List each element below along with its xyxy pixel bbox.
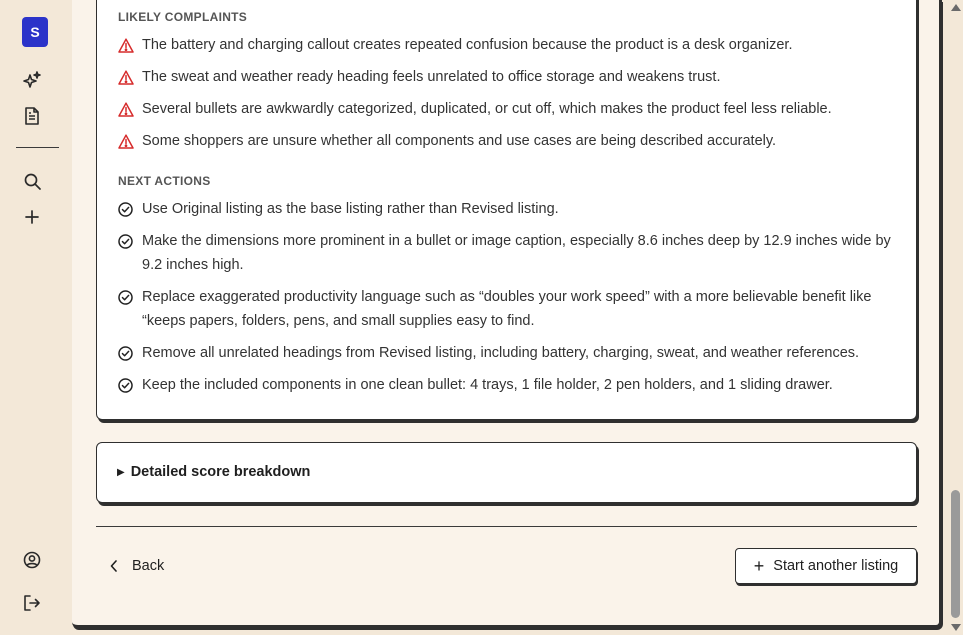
- complaint-text: Some shoppers are unsure whether all components and use cases are being described accurately.: [142, 133, 777, 149]
- sparkles-icon[interactable]: [22, 70, 42, 90]
- scroll-up-arrow-icon[interactable]: [951, 4, 961, 11]
- document-icon[interactable]: [22, 106, 42, 126]
- score-breakdown-label: Detailed score breakdown: [130, 464, 311, 480]
- complaint-item: [117, 129, 907, 153]
- warning-icon: [117, 97, 134, 121]
- action-item: [117, 229, 907, 277]
- complaint-text: The sweat and weather ready heading feels unrelated to office storage and weakens trust.: [142, 69, 721, 85]
- chevron-left-icon: [110, 560, 118, 572]
- plus-icon[interactable]: [22, 207, 42, 227]
- disclosure-triangle-icon: ▶: [117, 466, 125, 478]
- warning-icon: [117, 33, 134, 57]
- complaint-item: [117, 65, 907, 89]
- back-button[interactable]: [110, 553, 164, 579]
- complaint-text: The battery and charging callout creates repeated confusion because the product is a desk organizer.: [142, 37, 793, 53]
- action-item: [117, 341, 907, 365]
- search-icon[interactable]: [22, 171, 42, 191]
- action-text: Use Original listing as the base listing rather than Revised listing.: [142, 201, 559, 217]
- score-breakdown-details[interactable]: [96, 442, 917, 503]
- sidebar-divider: [16, 147, 59, 148]
- feedback-card: [96, 0, 917, 420]
- start-another-listing-button[interactable]: [735, 548, 917, 584]
- action-text: Keep the included components in one clean bullet: 4 trays, 1 file holder, 2 pen holders, and 1 sliding drawer.: [142, 377, 833, 393]
- action-item: [117, 285, 907, 333]
- action-item: [117, 373, 907, 397]
- check-circle-icon: [117, 285, 134, 309]
- scroll-down-arrow-icon[interactable]: [951, 624, 961, 631]
- scrollbar[interactable]: [948, 0, 963, 635]
- action-item: [117, 197, 907, 221]
- complaint-item: [117, 97, 907, 121]
- complaint-item: [117, 33, 907, 57]
- action-text: Remove all unrelated headings from Revised listing, including battery, charging, sweat, and weather references.: [142, 345, 860, 361]
- back-label: Back: [132, 558, 165, 574]
- check-circle-icon: [117, 197, 134, 221]
- check-circle-icon: [117, 229, 134, 253]
- logout-icon[interactable]: [22, 593, 42, 613]
- likely-complaints-heading: LIKELY COMPLAINTS: [118, 10, 248, 24]
- start-another-listing-label: Start another listing: [773, 558, 899, 574]
- account-icon[interactable]: [22, 550, 42, 570]
- warning-icon: [117, 65, 134, 89]
- action-text: Replace exaggerated productivity language such as “doubles your work speed” with a more believable benefit like “keeps papers, folders, pens, and small supplies easy to find.: [142, 289, 872, 329]
- warning-icon: [117, 129, 134, 153]
- scroll-thumb[interactable]: [951, 490, 960, 618]
- action-text: Make the dimensions more prominent in a bullet or image caption, especially 8.6 inches deep by 12.9 inches wide by 9.2 inches high.: [142, 233, 891, 273]
- footer-divider: [96, 526, 917, 527]
- check-circle-icon: [117, 341, 134, 365]
- check-circle-icon: [117, 373, 134, 397]
- complaint-text: Several bullets are awkwardly categorized, duplicated, or cut off, which makes the product feel less reliable.: [142, 101, 832, 117]
- score-breakdown-summary[interactable]: [117, 464, 310, 480]
- app-logo[interactable]: S: [22, 17, 48, 47]
- plus-icon: +: [753, 556, 765, 576]
- sidebar: [0, 0, 64, 635]
- main-panel: [72, 0, 942, 628]
- next-actions-heading: NEXT ACTIONS: [118, 174, 211, 188]
